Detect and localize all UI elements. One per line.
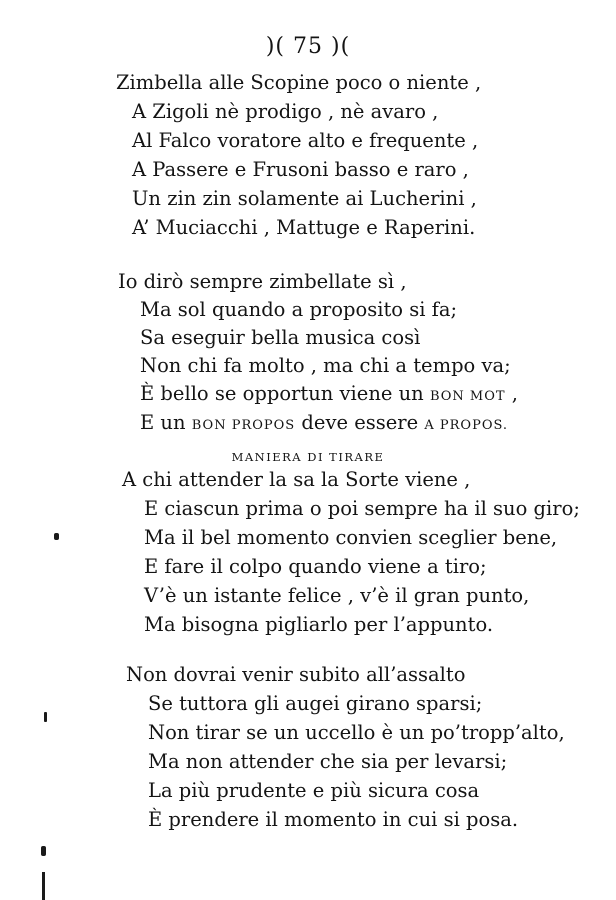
verse-line: V’è un istante felice , v’è il gran punto,	[144, 584, 530, 607]
section-heading: MANIERA DI TIRARE	[231, 450, 385, 464]
verse-line: La più prudente e più sicura cosa	[148, 779, 480, 802]
verse-line: Ma bisogna pigliarlo per l’appunto.	[144, 613, 494, 636]
verse-text: E un	[140, 411, 192, 434]
verse-text: ,	[505, 382, 518, 405]
verse-line: Zimbella alle Scopine poco o niente ,	[116, 71, 482, 94]
verse-line: Ma non attender che sia per levarsi;	[148, 750, 508, 773]
verse-text: È bello se opportun viene un	[140, 382, 430, 405]
ink-mark	[54, 533, 59, 540]
verse-line: A chi attender la sa la Sorte viene ,	[122, 468, 471, 491]
page-number: )( 75 )(	[265, 34, 351, 59]
verse-line: Non dovrai venir subito all’assalto	[126, 663, 466, 686]
verse-line: Non tirar se un uccello è un po’tropp’alto,	[148, 721, 565, 744]
verse-line: Io dirò sempre zimbellate sì ,	[118, 270, 407, 293]
verse-line: Ma sol quando a proposito si fa;	[140, 298, 458, 321]
verse-line: A’ Muciacchi , Mattuge e Raperini.	[132, 216, 476, 239]
verse-line: A Passere e Frusoni basso e raro ,	[132, 158, 469, 181]
verse-line: Ma il bel momento convien sceglier bene,	[144, 526, 558, 549]
verse-line: È prendere il momento in cui si posa.	[148, 808, 519, 831]
verse-line: E ciascun prima o poi sempre ha il suo giro;	[144, 497, 580, 520]
verse-line	[140, 413, 508, 433]
small-caps-phrase: BON PROPOS	[191, 418, 296, 433]
verse-line: Sa eseguir bella musica così	[140, 326, 421, 349]
ink-mark	[42, 872, 45, 900]
verse-line: Un zin zin solamente ai Lucherini ,	[132, 187, 477, 210]
verse-line: A Zigoli nè prodigo , nè avaro ,	[132, 100, 439, 123]
verse-line: Non chi fa molto , ma chi a tempo va;	[140, 354, 511, 377]
ink-mark	[44, 712, 47, 722]
verse-line: Se tuttora gli augei girano sparsi;	[148, 692, 483, 715]
verse-line	[140, 384, 518, 404]
verse-line: Al Falco voratore alto e frequente ,	[132, 129, 479, 152]
verse-text: deve essere	[295, 411, 425, 434]
small-caps-phrase: BON MOT	[429, 389, 506, 404]
verse-line: E fare il colpo quando viene a tiro;	[144, 555, 487, 578]
ink-mark	[41, 846, 46, 856]
small-caps-phrase: A PROPOS.	[424, 418, 509, 433]
